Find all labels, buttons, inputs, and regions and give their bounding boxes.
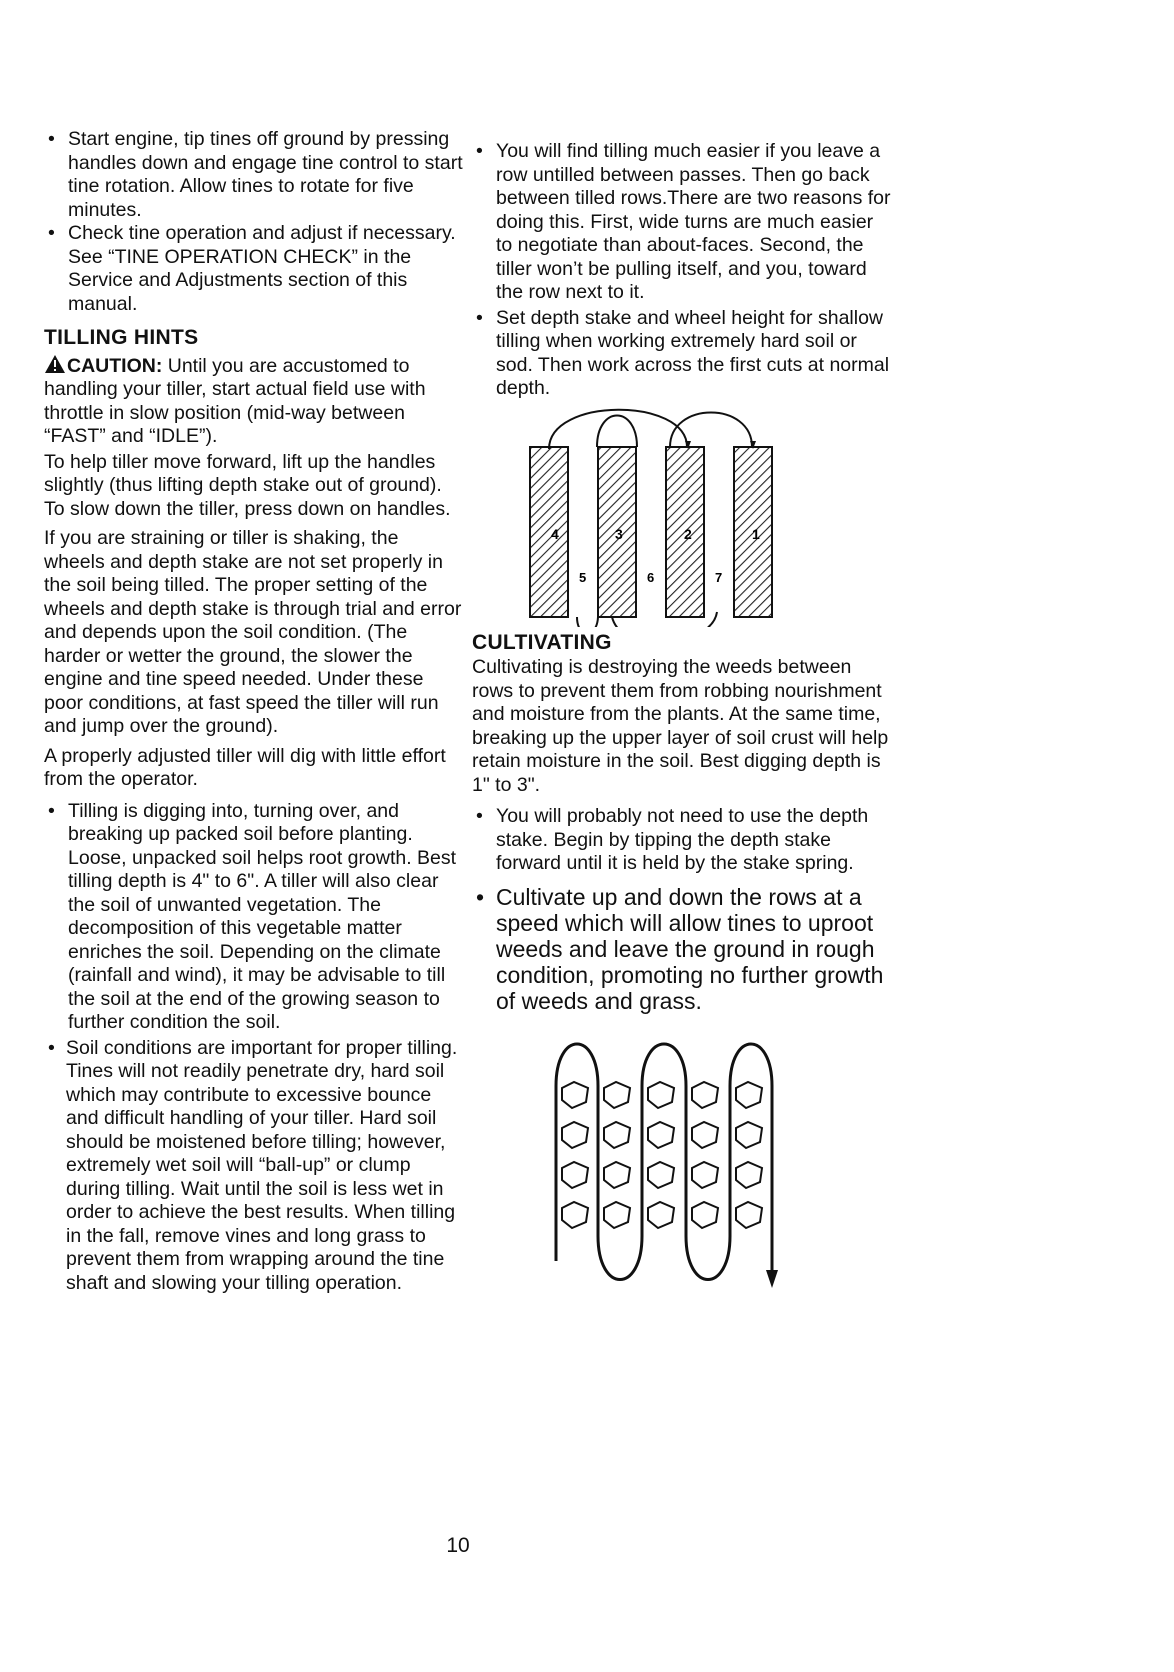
paragraph-properly-adjusted: A properly adjusted tiller will dig with little effort from the operator. <box>44 744 446 790</box>
gap-label-7: 7 <box>715 569 723 585</box>
tilling-pattern-diagram <box>512 407 932 627</box>
gap-label-6: 6 <box>647 569 655 585</box>
bullet-soil-conditions: • Soil conditions are important for proper tilling. Tines will not readily penetrate dry, hard soil which may contribute to excessive bounce and difficult handling of your tiller. Hard soil should be moistened before tilling; however, extremely wet soil will “ball-up” or clump during tilling. Wait until the soil is less wet in order to achieve the best results. When tilling in the fall, remove vines and long grass to prevent them from wrapping around the tine shaft and slowing your tilling operation. <box>44 1037 464 1296</box>
cultivating-pattern-diagram <box>528 1036 948 1296</box>
bullet-check-tine: • Check tine operation and adjust if necessary. See “TINE OPERATION CHECK” in the Service and Adjustments section of this manual. <box>44 222 464 316</box>
bullet-untilled-row: • You will find tilling much easier if you leave a row untilled between passes. Then go back between tilled rows.There are two reasons for doing this. First, wide turns are much easier to negotiate than about-faces. Second, the tiller won’t be pulling itself, and you, toward the row next to it. <box>472 140 892 305</box>
cultivating-path <box>556 1044 772 1280</box>
bullet-depth-stake: • Set depth stake and wheel height for shallow tilling when working extremely hard soil or sod. Then work across the first cuts at normal depth. <box>472 307 892 401</box>
row-label-1: 1 <box>752 525 760 542</box>
paragraph-move-forward: To help tiller move forward, lift up the handles slightly (thus lifting depth stake out of ground). To slow down the tiller, press down on handles. <box>44 450 451 520</box>
turn-arrow-top-mid <box>597 415 637 447</box>
bullet-tilling-definition: • Tilling is digging into, turning over, and breaking up packed soil before planting. Loose, unpacked soil helps root growth. Best tilling depth is 4" to 6". A tiller will also clear the soil of unwanted vegetation. The decomposition of this vegetable matter enriches the soil. Depending on the climate (rainfall and wind), it may be advisable to till the soil at the end of the growing season to further condition the soil. <box>44 800 464 1035</box>
turn-arrow-bottom-left <box>577 617 598 627</box>
caution-text: Until you are accustomed to handling your tiller, start actual field use with throttle in slow position (mid-way between “FAST” and “IDLE”). <box>44 354 426 447</box>
row-label-4: 4 <box>551 525 559 542</box>
caution-label: CAUTION: <box>67 354 163 377</box>
warning-triangle-icon <box>44 354 66 374</box>
caution-paragraph <box>44 354 464 449</box>
direction-arrow-icon <box>766 1270 778 1288</box>
gap-label-5: 5 <box>579 569 587 585</box>
plant-rows <box>562 1082 762 1228</box>
turn-arrow-top-right <box>670 412 752 447</box>
left-column <box>44 128 464 1295</box>
row-label-3: 3 <box>615 525 623 542</box>
tilled-row-4 <box>530 447 568 617</box>
page-number: 10 <box>446 1534 470 1557</box>
row-label-2: 2 <box>684 525 692 542</box>
paragraph-straining: If you are straining or tiller is shaking, the wheels and depth stake are not set properly in the soil being tilled. The proper setting of the wheels and depth stake is through trial and error and depends upon the soil condition. (The harder or wetter the ground, the slower the engine and tine speed needed. Under these poor conditions, at fast speed the tiller will run and jump over the ground). <box>44 527 462 737</box>
cultivating-heading: CULTIVATING <box>472 630 612 654</box>
tilling-hints-heading: TILLING HINTS <box>44 326 199 349</box>
bullet-depth-stake-forward: • You will probably not need to use the depth stake. Begin by tipping the depth stake forward until it is held by the stake spring. <box>472 805 892 876</box>
paragraph-cultivating: Cultivating is destroying the weeds between rows to prevent them from robbing nourishment and moisture from the plants. At the same time, breaking up the upper layer of soil crust will help retain moisture in the soil. Best digging depth is 1" to 3". <box>472 656 889 796</box>
right-column <box>472 140 892 1300</box>
bullet-cultivate-rows: • Cultivate up and down the rows at a speed which will allow tines to uproot weeds and leave the ground in rough condition, promoting no further growth of weeds and grass. <box>472 884 892 1014</box>
bullet-start-engine: • Start engine, tip tines off ground by pressing handles down and engage tine control to start tine rotation. Allow tines to rotate for five minutes. <box>44 128 464 222</box>
